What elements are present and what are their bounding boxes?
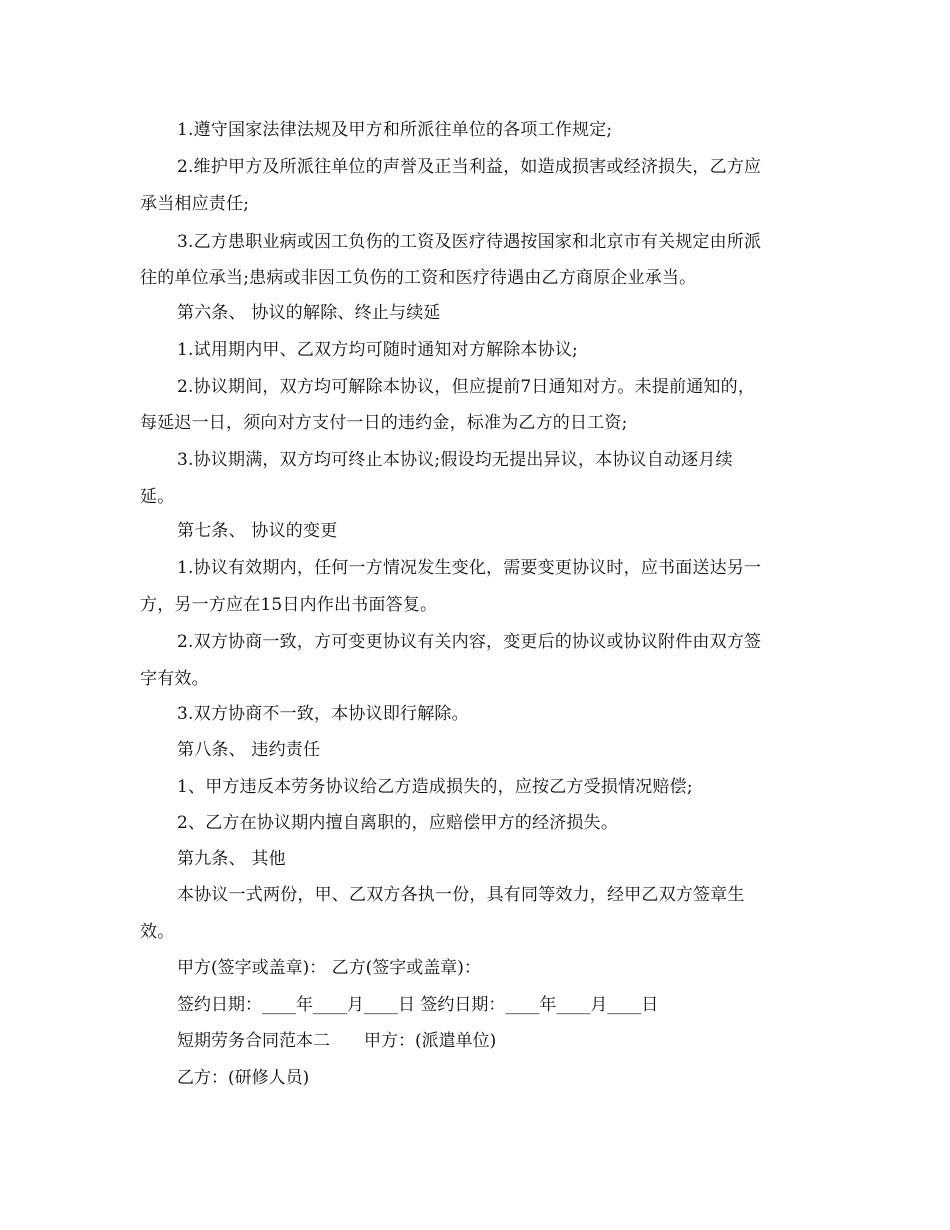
clause-7-item-1: 1.协议有效期内，任何一方情况发生变化，需要变更协议时，应书面送达另一 [177,558,762,578]
clause-7-item-2: 2.双方协商一致，方可变更协议有关内容，变更后的协议或协议附件由双方签 [177,632,762,652]
clause-7-item-3: 3.双方协商不一致，本协议即行解除。 [177,704,469,724]
clause-5-item-2-cont: 承当相应责任; [140,194,250,214]
clause-5-item-3-cont: 往的单位承当;患病或非因工负伤的工资和医疗待遇由乙方商原企业承当。 [140,268,697,288]
clause-9-heading: 第九条、 其他 [177,849,286,869]
clause-6-item-3-cont: 延。 [140,487,175,507]
clause-6-item-2-cont: 每延迟一日，须向对方支付一日的违约金，标准为乙方的日工资; [140,413,628,433]
signature-parties: 甲方(签字或盖章)： 乙方(签字或盖章)： [177,958,481,978]
clause-7-heading: 第七条、 协议的变更 [177,521,338,541]
clause-5-item-2: 2.维护甲方及所派往单位的声誉及正当利益，如造成损害或经济损失，乙方应 [177,157,762,177]
clause-7-item-2-cont: 字有效。 [140,669,209,689]
clause-8-item-1: 1、甲方违反本劳务协议给乙方造成损失的，应按乙方受损情况赔偿; [177,777,693,797]
clause-7-item-1-cont: 方，另一方应在15日内作出书面答复。 [140,595,438,615]
signature-dates: 签约日期：____年____月____日 签约日期：____年____月____日 [177,995,659,1015]
clause-6-item-2: 2.协议期间，双方均可解除本协议，但应提前7日通知对方。未提前通知的， [177,377,756,397]
clause-9-text: 本协议一式两份，甲、乙双方各执一份，具有同等效力，经甲乙双方签章生 [177,885,745,905]
clause-5-item-3: 3.乙方患职业病或因工负伤的工资及医疗待遇按国家和北京市有关规定由所派 [177,232,762,252]
clause-6-item-3: 3.协议期满，双方均可终止本协议;假设均无提出异议，本协议自动逐月续 [177,450,733,470]
clause-6-item-1: 1.试用期内甲、乙双方均可随时通知对方解除本协议; [177,340,578,360]
clause-9-text-cont: 效。 [140,922,175,942]
clause-5-item-1: 1.遵守国家法律法规及甲方和所派往单位的各项工作规定; [177,120,613,140]
second-contract-title: 短期劳务合同范本二 甲方：(派遣单位) [177,1031,497,1051]
clause-8-heading: 第八条、 违约责任 [177,740,321,760]
clause-6-heading: 第六条、 协议的解除、终止与续延 [177,303,441,323]
party-b-line: 乙方：(研修人员) [177,1068,310,1088]
clause-8-item-2: 2、乙方在协议期内擅自离职的，应赔偿甲方的经济损失。 [177,813,619,833]
